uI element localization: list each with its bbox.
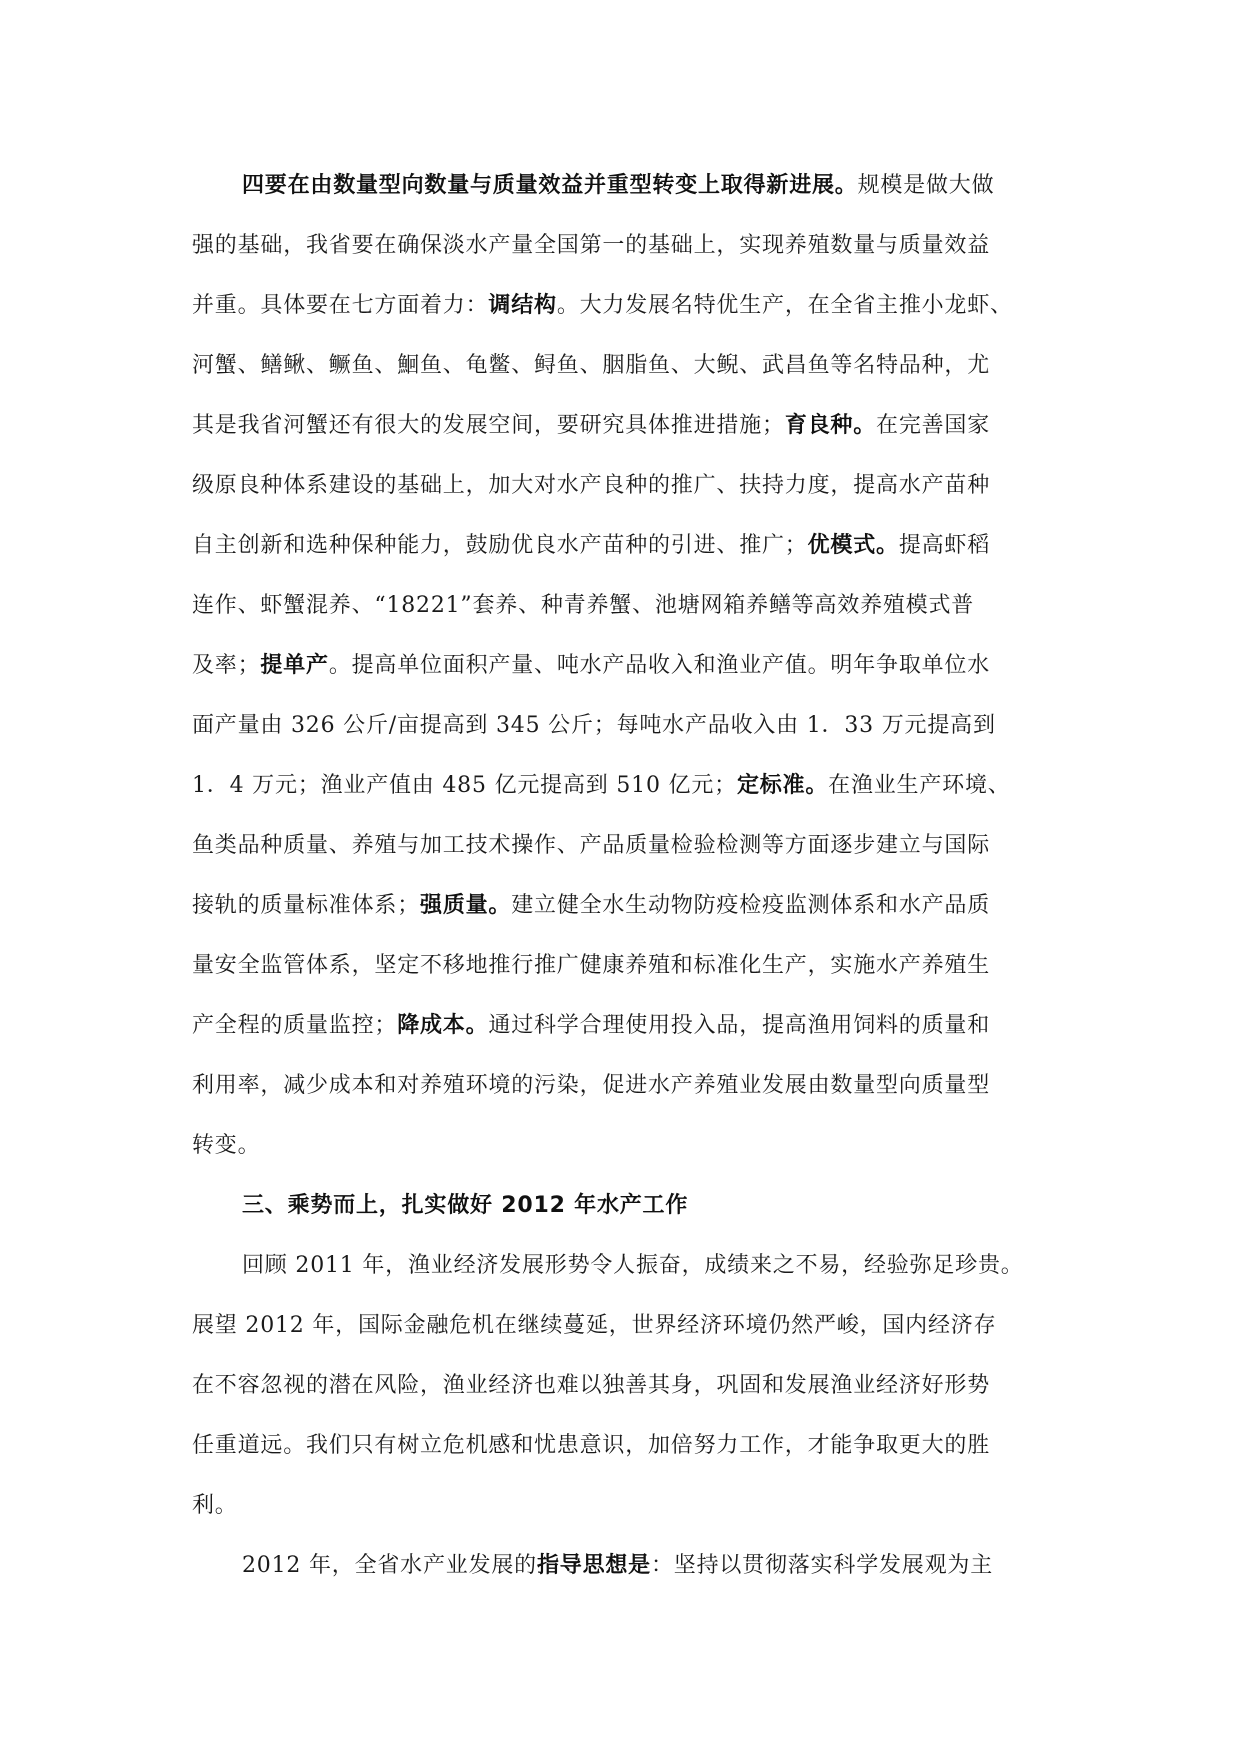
document-body <box>192 164 1056 1604</box>
bold-phrase: 优模式。 <box>807 533 899 558</box>
paragraph-line <box>192 524 1056 584</box>
paragraph-line: 面产量由 326 公斤/亩提高到 345 公斤；每吨水产品收入由 1．33 万元提高到 <box>192 713 996 738</box>
text-span: 自主创新和选种保种能力，鼓励优良水产苗种的引进、推广； <box>192 533 808 558</box>
paragraph-line <box>192 284 1056 344</box>
paragraph-line: 级原良种体系建设的基础上，加大对水产良种的推广、扶持力度，提高水产苗种 <box>192 473 991 498</box>
paragraph-line: 在不容忽视的潜在风险，渔业经济也难以独善其身，巩固和发展渔业经济好形势 <box>192 1373 991 1398</box>
text-span: 。提高单位面积产量、吨水产品收入和渔业产值。明年争取单位水 <box>328 653 991 678</box>
paragraph-line <box>192 764 1056 824</box>
bold-phrase: 降成本。 <box>397 1013 489 1038</box>
paragraph-line: 量安全监管体系，坚定不移地推行推广健康养殖和标准化生产，实施水产养殖生 <box>192 953 991 978</box>
text-span: 并重。具体要在七方面着力： <box>192 293 489 318</box>
text-span: 接轨的质量标准体系； <box>192 893 421 918</box>
paragraph-line <box>192 164 1056 224</box>
paragraph-line: 鱼类品种质量、养殖与加工技术操作、产品质量检验检测等方面逐步建立与国际 <box>192 833 991 858</box>
text-span: 建立健全水生动物防疫检疫监测体系和水产品质 <box>511 893 991 918</box>
text-span: 及率； <box>192 653 261 678</box>
paragraph-line: 回顾 2011 年，渔业经济发展形势令人振奋，成绩来之不易，经验弥足珍贵。 <box>242 1253 1024 1278</box>
section-heading: 三、乘势而上，扎实做好 2012 年水产工作 <box>242 1193 689 1218</box>
paragraph-line <box>192 644 1056 704</box>
text-span: 其是我省河蟹还有很大的发展空间，要研究具体推进措施； <box>192 413 785 438</box>
bold-phrase: 指导思想是 <box>536 1553 651 1578</box>
paragraph-line <box>192 404 1056 464</box>
text-span: 产全程的质量监控； <box>192 1013 398 1038</box>
paragraph-line: 河蟹、鳝鳅、鳜鱼、鮰鱼、龟鳖、鲟鱼、胭脂鱼、大鲵、武昌鱼等名特品种，尤 <box>192 353 991 378</box>
paragraph-line <box>192 1544 1056 1604</box>
text-span: 通过科学合理使用投入品，提高渔用饲料的质量和 <box>488 1013 991 1038</box>
paragraph-line <box>192 1004 1056 1064</box>
bold-phrase: 四要在由数量型向数量与质量效益并重型转变上取得新进展。 <box>242 173 858 198</box>
bold-phrase: 调结构 <box>488 293 557 318</box>
text-span: 1．4 万元；渔业产值由 485 亿元提高到 510 亿元； <box>192 773 737 798</box>
bold-phrase: 育良种。 <box>784 413 877 438</box>
paragraph-line: 连作、虾蟹混养、“18221”套养、种青养蟹、池塘网箱养鳝等高效养殖模式普 <box>192 593 975 618</box>
paragraph-line: 利用率，减少成本和对养殖环境的污染，促进水产养殖业发展由数量型向质量型 <box>192 1073 991 1098</box>
bold-phrase: 提单产 <box>260 653 329 678</box>
paragraph-line: 任重道远。我们只有树立危机感和忧患意识，加倍努力工作，才能争取更大的胜 <box>192 1433 991 1458</box>
text-span: 。大力发展名特优生产，在全省主推小龙虾、 <box>556 293 1013 318</box>
bold-phrase: 定标准。 <box>736 773 829 798</box>
paragraph-line: 强的基础，我省要在确保淡水产量全国第一的基础上，实现养殖数量与质量效益 <box>192 233 991 258</box>
paragraph-line: 转变。 <box>192 1133 261 1158</box>
bold-phrase: 强质量。 <box>420 893 512 918</box>
text-span: 2012 年，全省水产业发展的 <box>242 1553 537 1578</box>
text-span: 提高虾稻 <box>898 533 991 558</box>
paragraph-line: 利。 <box>192 1493 238 1518</box>
text-span: 在完善国家 <box>876 413 991 438</box>
text-span: 在渔业生产环境、 <box>828 773 1011 798</box>
paragraph-line <box>192 884 1056 944</box>
text-span: 规模是做大做 <box>857 173 995 198</box>
paragraph-line: 展望 2012 年，国际金融危机在继续蔓延，世界经济环境仍然严峻，国内经济存 <box>192 1313 997 1338</box>
text-span: ：坚持以贯彻落实科学发展观为主 <box>651 1553 994 1578</box>
